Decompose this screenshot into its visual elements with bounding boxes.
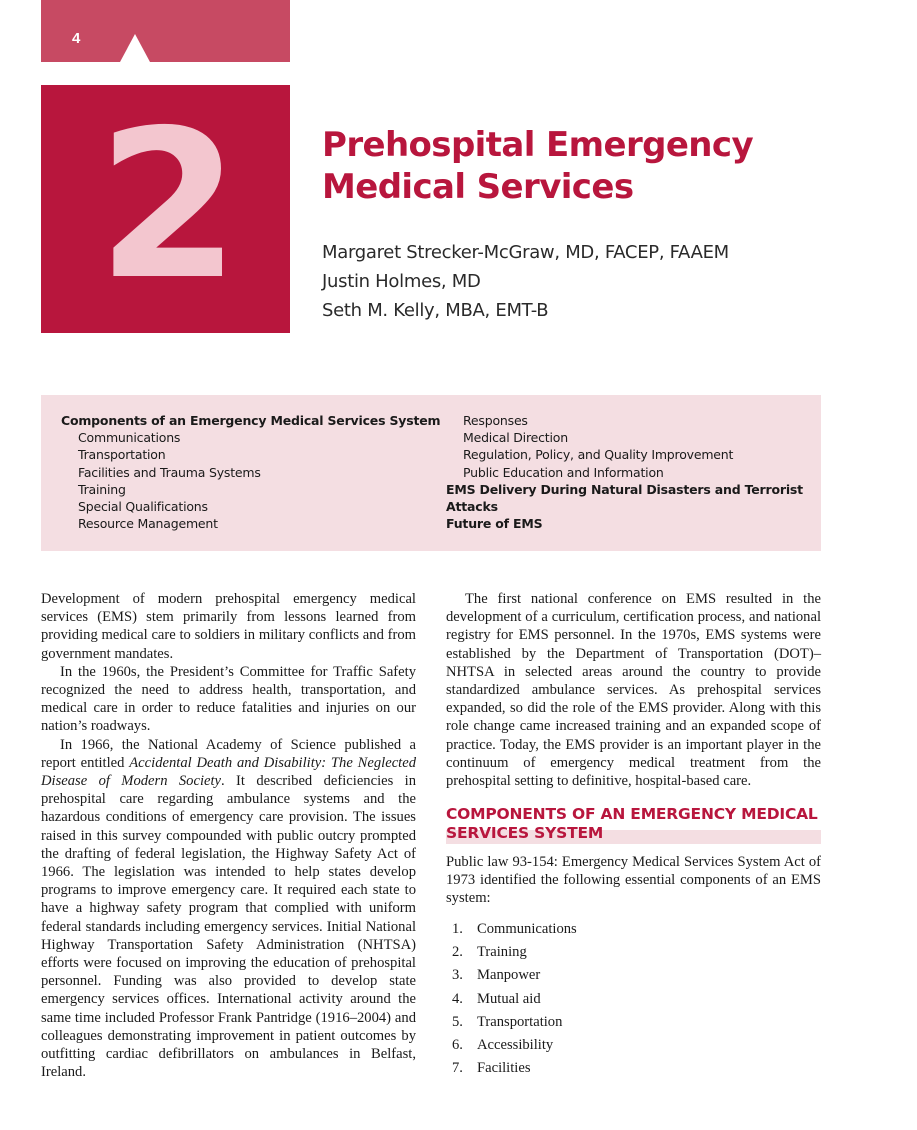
list-number: 1. [452, 921, 463, 937]
report-title: Accidental Death and Disability: The Neglected Disease of Modern Society [41, 754, 416, 790]
body-column-left [41, 590, 416, 1081]
chapter-title-line-2: Medical Services [322, 167, 634, 207]
chapter-number-box [41, 85, 290, 333]
outline-item: Resource Management [78, 516, 218, 532]
chapter-number: 2 [97, 86, 234, 325]
paragraph-text: . It described deficiencies in prehospital care regarding ambulance systems and the hazardous conditions of emergency care provision. The issues raised in this survey compounded with public outcry prompted the drafting of federal legislation, the Highway Safety Act of 1966. The legislation was intended to help states develop programs to improve emergency care. It required each state to have a highway safety program that complied with uniform federal standards including emergency services. Initial National Highway Transportation Safety Administration (NHTSA) efforts were focused on improving the education of prehospital personnel. Funding was also provided to develop state emergency services offices. International activity around the same time included Professor Frank Pantridge (1916–2004) and colleagues demonstrating improvement in patient outcomes by outfitting cardiac defibrillators on ambulances in Belfast, Ireland. [41, 773, 417, 1081]
list-item [452, 1011, 577, 1034]
list-number: 5. [452, 1013, 463, 1030]
body-paragraph: The first national conference on EMS resulted in the development of a curriculum, certification process, and national registry for EMS personnel. In the 1970s, EMS systems were established by the Department of Transportation (DOT)–NHTSA in selected areas around the country to provide standardized ambulance services. As prehospital services expanded, so did the role of the EMS provider. Along with this role change came increased training and an expanded scope of practice. Today, the EMS provider is an important player in the continuum of emergency medical treatment from the prehospital setting to definitive, hospital-based care. [446, 591, 821, 790]
list-number: 4. [452, 990, 463, 1007]
tab-notch [120, 34, 150, 62]
list-item [452, 941, 577, 964]
list-label: Manpower [477, 967, 541, 984]
outline-item: Regulation, Policy, and Quality Improvement [463, 447, 734, 463]
body-column-right [446, 590, 821, 790]
section-heading: COMPONENTS OF AN EMERGENCY MEDICAL SERVICES SYSTEM [446, 805, 818, 842]
page-number: 4 [72, 30, 81, 47]
list-label: Accessibility [477, 1037, 554, 1054]
list-item [452, 918, 577, 941]
list-label: Communications [477, 921, 577, 937]
list-number: 7. [452, 1060, 463, 1077]
author-list [322, 238, 729, 325]
chapter-outline [41, 395, 821, 551]
body-paragraph [41, 736, 416, 1082]
outline-item: Public Education and Information [463, 464, 664, 480]
components-list [452, 918, 577, 1080]
outline-item: Transportation [78, 447, 166, 463]
outline-heading: Future of EMS [446, 516, 543, 532]
list-label: Training [477, 944, 527, 961]
author: Justin Holmes, MD [322, 271, 481, 292]
list-number: 6. [452, 1037, 463, 1054]
list-label: Mutual aid [477, 990, 541, 1007]
outline-heading: EMS Delivery During Natural Disasters and Terrorist Attacks [446, 481, 803, 515]
outline-column-left [61, 412, 440, 532]
list-label: Transportation [477, 1013, 563, 1030]
list-item [452, 988, 577, 1011]
paragraph-text: In 1966, the National Academy of Science published a report entitled [41, 736, 416, 771]
list-item [452, 1034, 577, 1057]
outline-item: Special Qualifications [78, 499, 208, 515]
outline-item: Training [78, 481, 126, 497]
list-item [452, 964, 577, 987]
chapter-title-line-1: Prehospital Emergency [322, 125, 754, 165]
author: Seth M. Kelly, MBA, EMT-B [322, 300, 549, 321]
outline-heading: Components of an Emergency Medical Services System [61, 413, 441, 428]
section-intro: Public law 93-154: Emergency Medical Services System Act of 1973 identified the following essential components of an EMS system: [446, 854, 821, 907]
outline-item: Communications [78, 430, 181, 446]
chapter-title [322, 124, 882, 208]
outline-item: Medical Direction [463, 430, 568, 446]
list-label: Facilities [477, 1060, 531, 1077]
body-paragraph: In the 1960s, the President’s Committee for Traffic Safety recognized the need to address health, transportation, and medical care in order to reduce fatalities and injuries on our nation’s roadways. [41, 663, 416, 735]
author: Margaret Strecker-McGraw, MD, FACEP, FAAEM [322, 242, 729, 263]
outline-column-right [446, 412, 821, 532]
outline-item: Facilities and Trauma Systems [78, 464, 261, 480]
body-paragraph: Development of modern prehospital emergency medical services (EMS) stem primarily from lessons learned from providing medical care to soldiers in military conflicts and from government mandates. [41, 591, 416, 662]
outline-item: Responses [463, 413, 528, 428]
list-number: 2. [452, 944, 463, 961]
list-item [452, 1057, 577, 1080]
list-number: 3. [452, 967, 463, 984]
